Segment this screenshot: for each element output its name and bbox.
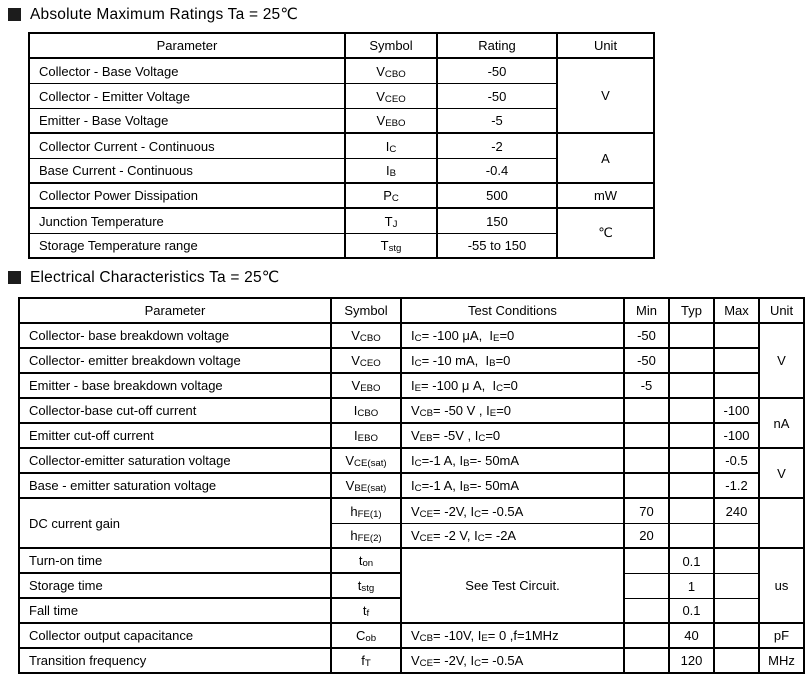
rating-cell: -55 to 150 (438, 234, 558, 259)
param-cell: Collector-emitter saturation voltage (20, 449, 332, 474)
param-cell: Turn-on time (20, 549, 332, 574)
cond-cell: $I_C=-1$ A, $I_B=-$ 50mA (402, 449, 625, 474)
min-cell: -50 (625, 324, 670, 349)
typ-cell (670, 424, 715, 449)
param-cell: Emitter - Base Voltage (30, 109, 346, 134)
electrical-characteristics-table (18, 297, 805, 674)
col-header-rating: Rating (438, 34, 558, 59)
typ-cell (670, 349, 715, 374)
param-cell: DC current gain (20, 499, 332, 549)
symbol-cell: $I_C$ (346, 134, 438, 159)
cond-cell: $V_{CE}= -2$ V, $I_C= -2A$ (402, 524, 625, 549)
param-cell: Base Current - Continuous (30, 159, 346, 184)
min-cell (625, 549, 670, 574)
col-header-symbol: Symbol (332, 299, 402, 324)
symbol-cell: $V_{CEO}$ (332, 349, 402, 374)
symbol-cell: $V_{BE(sat)}$ (332, 474, 402, 499)
table-row (20, 324, 805, 349)
min-cell (625, 474, 670, 499)
max-cell (715, 624, 760, 649)
symbol-cell: $h_{FE(2)}$ (332, 524, 402, 549)
symbol-cell: $V_{CE(sat)}$ (332, 449, 402, 474)
symbol-cell: $I_B$ (346, 159, 438, 184)
param-cell: Storage time (20, 574, 332, 599)
symbol-cell: $P_C$ (346, 184, 438, 209)
unit-cell: V (558, 59, 655, 134)
min-cell (625, 449, 670, 474)
param-cell: Collector Current - Continuous (30, 134, 346, 159)
min-cell (625, 399, 670, 424)
param-cell: Junction Temperature (30, 209, 346, 234)
table-row (30, 134, 655, 159)
unit-cell: MHz (760, 649, 805, 674)
symbol-cell: $h_{FE(1)}$ (332, 499, 402, 524)
cond-cell: $V_{CB}= -10V$, $I_E= 0$ ,f=1MHz (402, 624, 625, 649)
max-cell (715, 524, 760, 549)
cond-cell: $V_{CE}= -2V$, $I_C= -0.5A$ (402, 499, 625, 524)
symbol-cell: $t_{stg}$ (332, 574, 402, 599)
symbol-cell: $T_{stg}$ (346, 234, 438, 259)
max-cell: -0.5 (715, 449, 760, 474)
square-bullet-icon (8, 8, 21, 21)
col-header-parameter: Parameter (30, 34, 346, 59)
table-row (20, 424, 805, 449)
table-row (20, 399, 805, 424)
param-cell: Collector- emitter breakdown voltage (20, 349, 332, 374)
param-cell: Emitter - base breakdown voltage (20, 374, 332, 399)
typ-cell: 0.1 (670, 549, 715, 574)
param-cell: Collector - Emitter Voltage (30, 84, 346, 109)
cond-cell: $I_C=-1$ A, $I_B=-$ 50mA (402, 474, 625, 499)
symbol-cell: $V_{CBO}$ (346, 59, 438, 84)
max-cell (715, 549, 760, 574)
rating-cell: -50 (438, 59, 558, 84)
cond-cell: $I_E= -100$ μ A, $I_C=0$ (402, 374, 625, 399)
min-cell (625, 574, 670, 599)
table-row (20, 624, 805, 649)
symbol-cell: $f_T$ (332, 649, 402, 674)
min-cell: -5 (625, 374, 670, 399)
typ-cell (670, 499, 715, 524)
max-cell (715, 574, 760, 599)
section-title-absolute-maximum-ratings (8, 5, 298, 24)
rating-cell: 500 (438, 184, 558, 209)
symbol-cell: $V_{EBO}$ (332, 374, 402, 399)
cond-cell: $I_C= -10$ mA, $I_B=0$ (402, 349, 625, 374)
unit-cell: V (760, 449, 805, 499)
min-cell (625, 624, 670, 649)
col-header-test-conditions: Test Conditions (402, 299, 625, 324)
unit-cell: pF (760, 624, 805, 649)
max-cell (715, 599, 760, 624)
symbol-cell: $t_{on}$ (332, 549, 402, 574)
symbol-cell: $I_{CBO}$ (332, 399, 402, 424)
square-bullet-icon (8, 271, 21, 284)
table-row (20, 349, 805, 374)
param-cell: Transition frequency (20, 649, 332, 674)
typ-cell: 120 (670, 649, 715, 674)
param-cell: Collector output capacitance (20, 624, 332, 649)
col-header-parameter: Parameter (20, 299, 332, 324)
cond-cell: $V_{CE}= -2V$, $I_C= -0.5A$ (402, 649, 625, 674)
typ-cell: 1 (670, 574, 715, 599)
unit-cell: A (558, 134, 655, 184)
table-row (20, 649, 805, 674)
unit-cell (760, 499, 805, 549)
col-header-min: Min (625, 299, 670, 324)
table-row (20, 499, 805, 524)
cond-cell: $V_{EB}= -5V$ , $I_C=0$ (402, 424, 625, 449)
typ-cell (670, 449, 715, 474)
typ-cell (670, 474, 715, 499)
typ-cell (670, 324, 715, 349)
param-cell: Fall time (20, 599, 332, 624)
param-cell: Emitter cut-off current (20, 424, 332, 449)
max-cell: 240 (715, 499, 760, 524)
rating-cell: -5 (438, 109, 558, 134)
cond-cell: See Test Circuit. (402, 549, 625, 624)
min-cell (625, 424, 670, 449)
rating-cell: -50 (438, 84, 558, 109)
min-cell: 20 (625, 524, 670, 549)
table-header-row (30, 34, 655, 59)
symbol-cell: $V_{CBO}$ (332, 324, 402, 349)
symbol-cell: $I_{EBO}$ (332, 424, 402, 449)
rating-cell: -2 (438, 134, 558, 159)
table-row (20, 449, 805, 474)
unit-cell: ℃ (558, 209, 655, 259)
min-cell (625, 599, 670, 624)
table-row (30, 184, 655, 209)
col-header-unit: Unit (558, 34, 655, 59)
section-title-electrical-characteristics (8, 268, 279, 287)
symbol-cell: $C_{ob}$ (332, 624, 402, 649)
table-row (30, 59, 655, 84)
col-header-max: Max (715, 299, 760, 324)
table-row (20, 549, 805, 574)
table-row (30, 209, 655, 234)
table-row (20, 374, 805, 399)
max-cell (715, 649, 760, 674)
min-cell (625, 649, 670, 674)
col-header-typ: Typ (670, 299, 715, 324)
max-cell: -100 (715, 424, 760, 449)
param-cell: Base - emitter saturation voltage (20, 474, 332, 499)
max-cell (715, 374, 760, 399)
param-cell: Collector Power Dissipation (30, 184, 346, 209)
typ-cell: 40 (670, 624, 715, 649)
cond-cell: $V_{CB}= -50$ V , $I_E=0$ (402, 399, 625, 424)
max-cell (715, 324, 760, 349)
col-header-unit: Unit (760, 299, 805, 324)
max-cell (715, 349, 760, 374)
param-cell: Collector - Base Voltage (30, 59, 346, 84)
max-cell: -100 (715, 399, 760, 424)
section-title-text: Electrical Characteristics Ta = 25℃ (30, 269, 280, 286)
absolute-maximum-ratings-table (28, 32, 655, 259)
max-cell: -1.2 (715, 474, 760, 499)
symbol-cell: $V_{EBO}$ (346, 109, 438, 134)
param-cell: Collector-base cut-off current (20, 399, 332, 424)
unit-cell: mW (558, 184, 655, 209)
typ-cell: 0.1 (670, 599, 715, 624)
symbol-cell: $T_J$ (346, 209, 438, 234)
typ-cell (670, 524, 715, 549)
typ-cell (670, 374, 715, 399)
col-header-symbol: Symbol (346, 34, 438, 59)
min-cell: -50 (625, 349, 670, 374)
cond-cell: $I_C= -100$ μA, $I_E=0$ (402, 324, 625, 349)
table-row (20, 474, 805, 499)
symbol-cell: $t_f$ (332, 599, 402, 624)
unit-cell: nA (760, 399, 805, 449)
unit-cell: us (760, 549, 805, 624)
table-header-row (20, 299, 805, 324)
typ-cell (670, 399, 715, 424)
param-cell: Storage Temperature range (30, 234, 346, 259)
min-cell: 70 (625, 499, 670, 524)
rating-cell: 150 (438, 209, 558, 234)
section-title-text: Absolute Maximum Ratings Ta = 25℃ (30, 6, 298, 23)
symbol-cell: $V_{CEO}$ (346, 84, 438, 109)
param-cell: Collector- base breakdown voltage (20, 324, 332, 349)
unit-cell: V (760, 324, 805, 399)
rating-cell: -0.4 (438, 159, 558, 184)
